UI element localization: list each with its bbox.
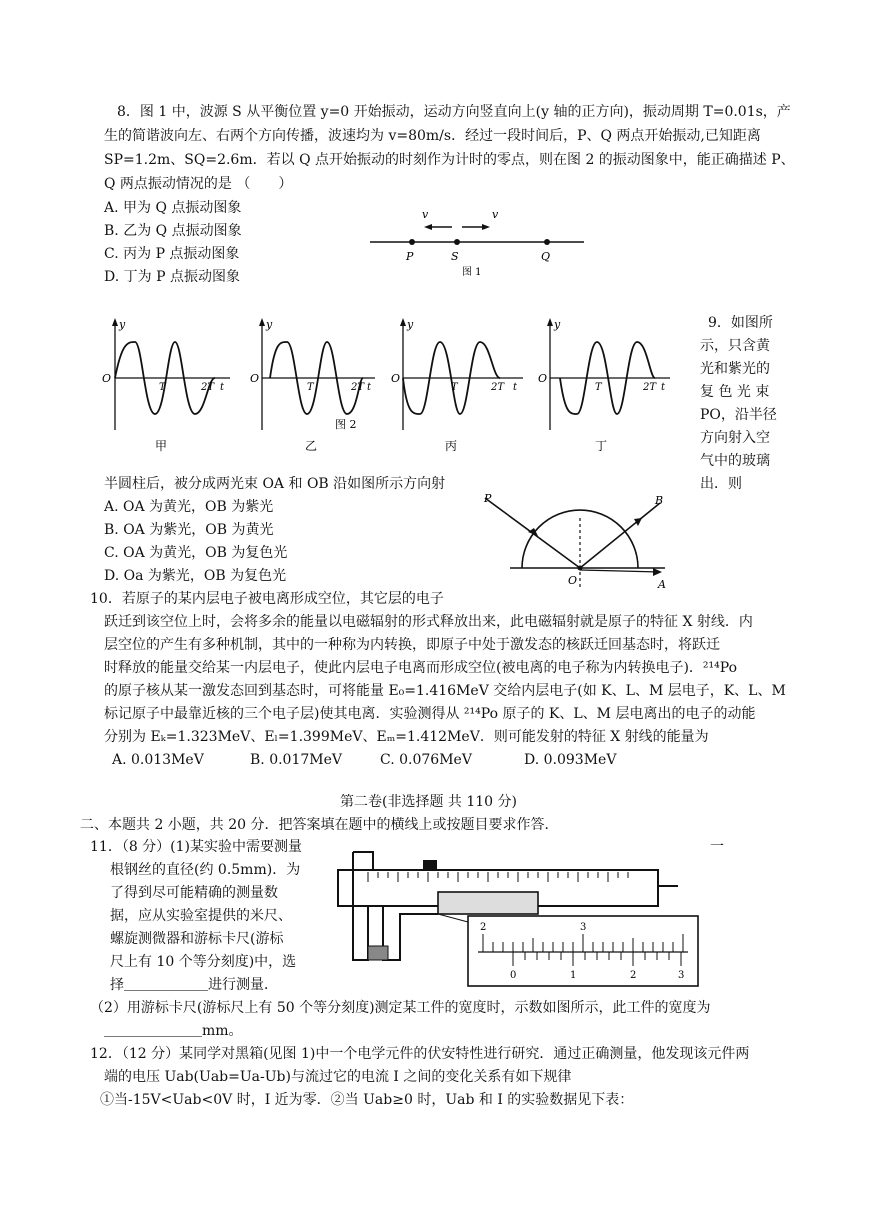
q10-line4: 时释放的能量交给某一内层电子，使此内层电子电离而形成空位(被电离的电子称为内转换电子)．²¹⁴Po [104,660,738,676]
q9-side-1: 9．如图所 [708,315,773,331]
q8-line3: SP=1.2m、SQ=2.6m．若以 Q 点开始振动的时刻作为计时的零点，则在图 2 的振动图象中，能正确描述 P、 [104,152,795,168]
q8-option-a: A. 甲为 Q 点振动图象 [104,200,242,216]
q9-side-3: 光和紫光的 [700,361,770,377]
q9-fig-o: O [568,574,578,587]
q9-line: 半圆柱后，被分成两光束 OA 和 OB 沿如图所示方向射 [104,476,446,492]
q8-option-c: C. 丙为 P 点振动图象 [104,246,240,262]
q11-line5: 螺旋测微器和游标卡尺(游标 [110,931,284,947]
vernier-caliper-figure [328,842,708,992]
part2-intro: 二、本题共 2 小题，共 20 分．把答案填在题中的横线上或按题目要求作答． [80,817,559,833]
graph-ding-t: t [661,382,666,393]
graph-ding [538,318,670,453]
q12-line1: 12．（12 分）某同学对黑箱(见图 1)中一个电学元件的伏安特性进行研究．通过正确测量，他发现该元件两 [90,1046,750,1062]
fig1-q-label: Q [541,250,551,263]
q10-option-a: A. 0.013MeV [112,752,204,768]
q10-line7: 分别为 Eₖ=1.323MeV、Eₗ=1.399MeV、Eₘ=1.412MeV．则可能发射的特征 X 射线的能量为 [104,729,709,745]
caliper-main-3: 3 [580,922,587,933]
figure-2-caption: 图 2 [335,418,357,431]
q9-option-c: C. OA 为黄光，OB 为复色光 [104,545,288,561]
graph-ding-y: y [554,318,561,331]
graph-jia-y: y [119,318,126,331]
graph-jia [102,318,230,453]
graph-bing-label: 丙 [445,439,458,453]
q9-side-7: 气中的玻璃 [700,453,770,469]
q8-line4: Q 两点振动情况的是 （ ） [104,176,293,192]
q9-option-b: B. OA 为紫光，OB 为黄光 [104,522,274,538]
graph-yi-T: T [307,382,314,393]
q11-line4: 据，应从实验室提供的米尺、 [110,908,292,924]
graph-jia-label: 甲 [155,439,168,453]
graph-yi-o: O [250,372,260,385]
q11-line8: （2）用游标卡尺(游标尺上有 50 个等分刻度)测定某工件的宽度时，示数如图所示，此工件的宽度为 [90,1000,711,1016]
q8-line2: 生的简谐波向左、右两个方向传播，波速均为 v=80m/s．经过一段时间后，P、Q 两点开始振动,已知距离 [104,128,761,144]
graph-yi-label: 乙 [305,439,318,453]
q8-line1: 8．图 1 中，波源 S 从平衡位置 y=0 开始振动，运动方向竖直向上(y 轴的正方向)，振动周期 T=0.01s，产 [117,104,791,120]
figure-1-wave-source [362,200,592,282]
q9-option-a: A. OA 为黄光，OB 为紫光 [104,499,274,515]
q10-line2: 跃迁到该空位上时，会将多余的能量以电磁辐射的形式释放出来，此电磁辐射就是原子的特征 X 射线．内 [104,614,753,630]
graph-bing-2T: 2T [491,382,505,393]
q9-side-6: 方向射入空 [700,430,770,446]
figure-2-vibration-graphs [95,312,695,462]
graph-ding-2T: 2T [643,382,657,393]
caliper-main-2: 2 [480,922,487,933]
q9-option-d: D. Oa 为紫光，OB 为复色光 [104,568,287,584]
q9-tail: 出．则 [700,476,742,492]
q10-line5: 的原子核从某一激发态回到基态时，可将能量 E₀=1.416MeV 交给内层电子(如 K、L、M 层电子，K、L、M [104,683,786,699]
q11-line9: ＿＿＿＿＿＿＿mm。 [104,1023,243,1039]
q10-line1: 10．若原子的某内层电子被电离形成空位，其它层的电子 [90,591,444,607]
q11-line7: 择＿＿＿＿＿＿进行测量． [110,977,278,993]
q9-semicylinder-figure [470,488,690,598]
q10-option-b: B. 0.017MeV [250,752,342,768]
q10-option-d: D. 0.093MeV [524,752,617,768]
q9-fig-p: P [484,492,492,505]
q12-line2: 端的电压 Uab(Uab=Ua-Ub)与流过它的电流 I 之间的变化关系有如下规律 [104,1069,572,1085]
q8-option-d: D. 丁为 P 点振动图象 [104,269,240,285]
fig1-v-right: v [492,208,499,221]
fig1-v-left: v [422,208,429,221]
q10-option-c: C. 0.076MeV [380,752,472,768]
caliper-vernier-3: 3 [678,970,685,981]
q11-line1: 11．（8 分）(1)某实验中需要测量 [90,839,303,855]
graph-yi-y: y [266,318,273,331]
graph-bing-T: T [451,382,458,393]
graph-ding-label: 丁 [595,439,608,453]
q9-fig-b: B [655,494,664,507]
graph-jia-2T: 2T [201,382,215,393]
caliper-vernier-2: 2 [630,970,637,981]
graph-bing-o: O [391,372,401,385]
graph-jia-t: t [220,382,225,393]
fig1-s-label: S [451,250,459,263]
graph-ding-T: T [595,382,602,393]
graph-bing-y: y [407,318,414,331]
q11-line2: 根钢丝的直径(约 0.5mm)．为 [110,862,301,878]
q12-line3: ①当-15V<Uab<0V 时，I 近为零．②当 Uab≥0 时，Uab 和 I 的实验数据见下表： [100,1092,634,1108]
q11-dash: 一 [710,839,724,855]
graph-jia-o: O [102,372,112,385]
part2-title: 第二卷(非选择题 共 110 分) [340,794,517,810]
q10-line3: 层空位的产生有多种机制，其中的一种称为内转换，即原子中处于激发态的核跃迁回基态时，将跃迁 [104,637,720,653]
graph-jia-T: T [159,382,166,393]
q8-option-b: B. 乙为 Q 点振动图象 [104,223,242,239]
caliper-vernier-0: 0 [510,970,517,981]
q9-fig-a: A [658,578,666,591]
q11-line6: 尺上有 10 个等分刻度)中，选 [110,954,297,970]
caliper-vernier-1: 1 [570,970,577,981]
q9-side-2: 示，只含黄 [700,338,770,354]
graph-yi-t: t [367,382,372,393]
q11-line3: 了得到尽可能精确的测量数 [110,885,278,901]
graph-bing-t: t [513,382,518,393]
q10-line6: 标记原子中最靠近核的三个电子层)使其电离．实验测得从 ²¹⁴Po 原子的 K、L、M 层电离出的电子的动能 [104,706,756,722]
q9-side-4: 复 色 光 束 [700,384,770,400]
fig1-caption: 图 1 [462,267,482,278]
graph-yi [250,318,375,453]
graph-yi-2T: 2T [351,382,365,393]
fig1-p-label: P [406,250,414,263]
q9-side-5: PO，沿半径 [700,407,777,423]
graph-ding-o: O [538,372,548,385]
